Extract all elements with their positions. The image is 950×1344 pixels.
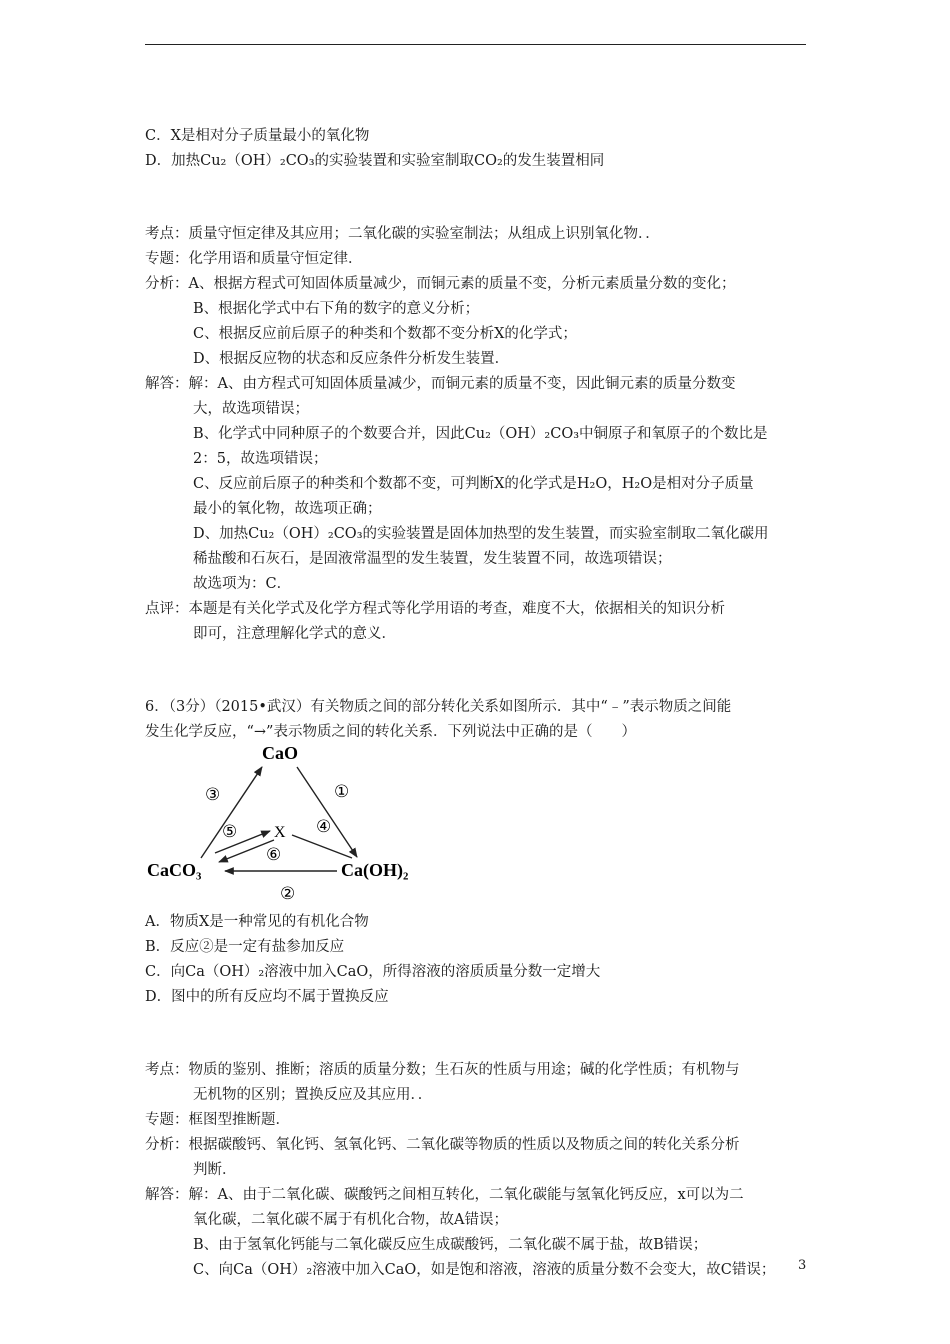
jieda-5-line: 稀盐酸和石灰石，是固液常温型的发生装置，发生装置不同，故选项错误； [193,551,672,567]
jieda-5-line: 最小的氧化物，故选项正确； [193,501,382,517]
option-c-prev: C．X是相对分子质量最小的氧化物 [145,128,370,144]
fenxi-5-line: 分析：A、根据方程式可知固体质量减少，而铜元素的质量不变，分析元素质量分数的变化； [145,276,736,292]
q6-stem-line: 发生化学反应，“→”表示物质之间的转化关系．下列说法中正确的是（ ） [145,724,636,740]
node-cao: CaO [262,745,298,763]
fenxi-5-line: C、根据反应前后原子的种类和个数都不变分析X的化学式； [193,326,577,342]
fenxi-5-line: B、根据化学式中右下角的数字的意义分析； [193,301,480,317]
q6-option-a: A．物质X是一种常见的有机化合物 [145,914,369,930]
q6-option-b: B．反应②是一定有盐参加反应 [145,939,345,955]
q6-stem-line: 6．（3分）（2015•武汉）有关物质之间的部分转化关系如图所示．其中“﹣”表示物质之间能 [145,699,732,715]
conversion-diagram-svg [145,745,465,910]
label-3: ③ [205,785,221,805]
jieda-5-line: 故选项为：C． [193,576,292,592]
label-2: ② [280,884,296,904]
jieda-5-line: 解答：解：A、由方程式可知固体质量减少，而铜元素的质量不变，因此铜元素的质量分数变 [145,376,736,392]
label-1: ① [334,782,350,802]
dianping-5-line: 即可，注意理解化学式的意义． [193,626,396,642]
page-number: 3 [798,1258,807,1273]
kaodian-5: 考点：质量守恒定律及其应用；二氧化碳的实验室制法；从组成上识别氧化物．． [145,226,660,242]
jieda-5-line: 2：5，故选项错误； [193,451,328,467]
dianping-5-line: 点评：本题是有关化学式及化学方程式等化学用语的考查，难度不大，依据相关的知识分析 [145,601,725,617]
jieda-6-line: 解答：解：A、由于二氧化碳、碳酸钙之间相互转化，二氧化碳能与氢氧化钙反应，x可以为二 [145,1187,744,1203]
q6-option-d: D．图中的所有反应均不属于置换反应 [145,989,389,1005]
node-caoh2: Ca(OH)₂ [341,860,409,880]
jieda-5-line: D、加热Cu₂（OH）₂CO₃的实验装置是固体加热型的发生装置，而实验室制取二氧化碳用 [193,526,769,542]
zhuanti-5: 专题：化学用语和质量守恒定律． [145,251,363,267]
kaodian-6-line: 考点：物质的鉴别、推断；溶质的质量分数；生石灰的性质与用途；碱的化学性质；有机物与 [145,1062,740,1078]
header-rule [145,44,806,45]
jieda-6-line: 氧化碳，二氧化碳不属于有机化合物，故A错误； [193,1212,508,1228]
jieda-5-line: 大，故选项错误； [193,401,309,417]
fenxi-5-line: D、根据反应物的状态和反应条件分析发生装置． [193,351,510,367]
fenxi-6-line: 分析：根据碳酸钙、氧化钙、氢氧化钙、二氧化碳等物质的性质以及物质之间的转化关系分析 [145,1137,740,1153]
label-4: ④ [316,817,332,837]
jieda-5-line: B、化学式中同种原子的个数要合并，因此Cu₂（OH）₂CO₃中铜原子和氧原子的个数比是 [193,426,768,442]
q6-option-c: C．向Ca（OH）₂溶液中加入CaO，所得溶液的溶质质量分数一定增大 [145,964,601,980]
conversion-diagram [145,745,809,910]
zhuanti-6: 专题：框图型推断题． [145,1112,290,1128]
jieda-6-line: C、向Ca（OH）₂溶液中加入CaO，如是饱和溶液，溶液的质量分数不会变大，故C错误； [193,1262,776,1278]
node-caco3: CaCO₃ [147,860,202,880]
jieda-5-line: C、反应前后原子的种类和个数都不变，可判断X的化学式是H₂O，H₂O是相对分子质量 [193,476,754,492]
node-x: X [274,824,286,841]
fenxi-6-line: 判断． [193,1162,237,1178]
arrow-3-caco3-to-cao [201,767,262,858]
option-d-prev: D．加热Cu₂（OH）₂CO₃的实验装置和实验室制取CO₂的发生装置相同 [145,153,605,169]
label-5: ⑤ [222,822,238,842]
label-6: ⑥ [266,845,282,865]
line-4-x-caoh2 [292,835,352,858]
page-content [145,124,809,1283]
kaodian-6-line: 无机物的区别；置换反应及其应用．． [193,1087,433,1103]
jieda-6-line: B、由于氢氧化钙能与二氧化碳反应生成碳酸钙，二氧化碳不属于盐，故B错误； [193,1237,708,1253]
arrow-1-cao-to-caoh2 [297,767,357,857]
